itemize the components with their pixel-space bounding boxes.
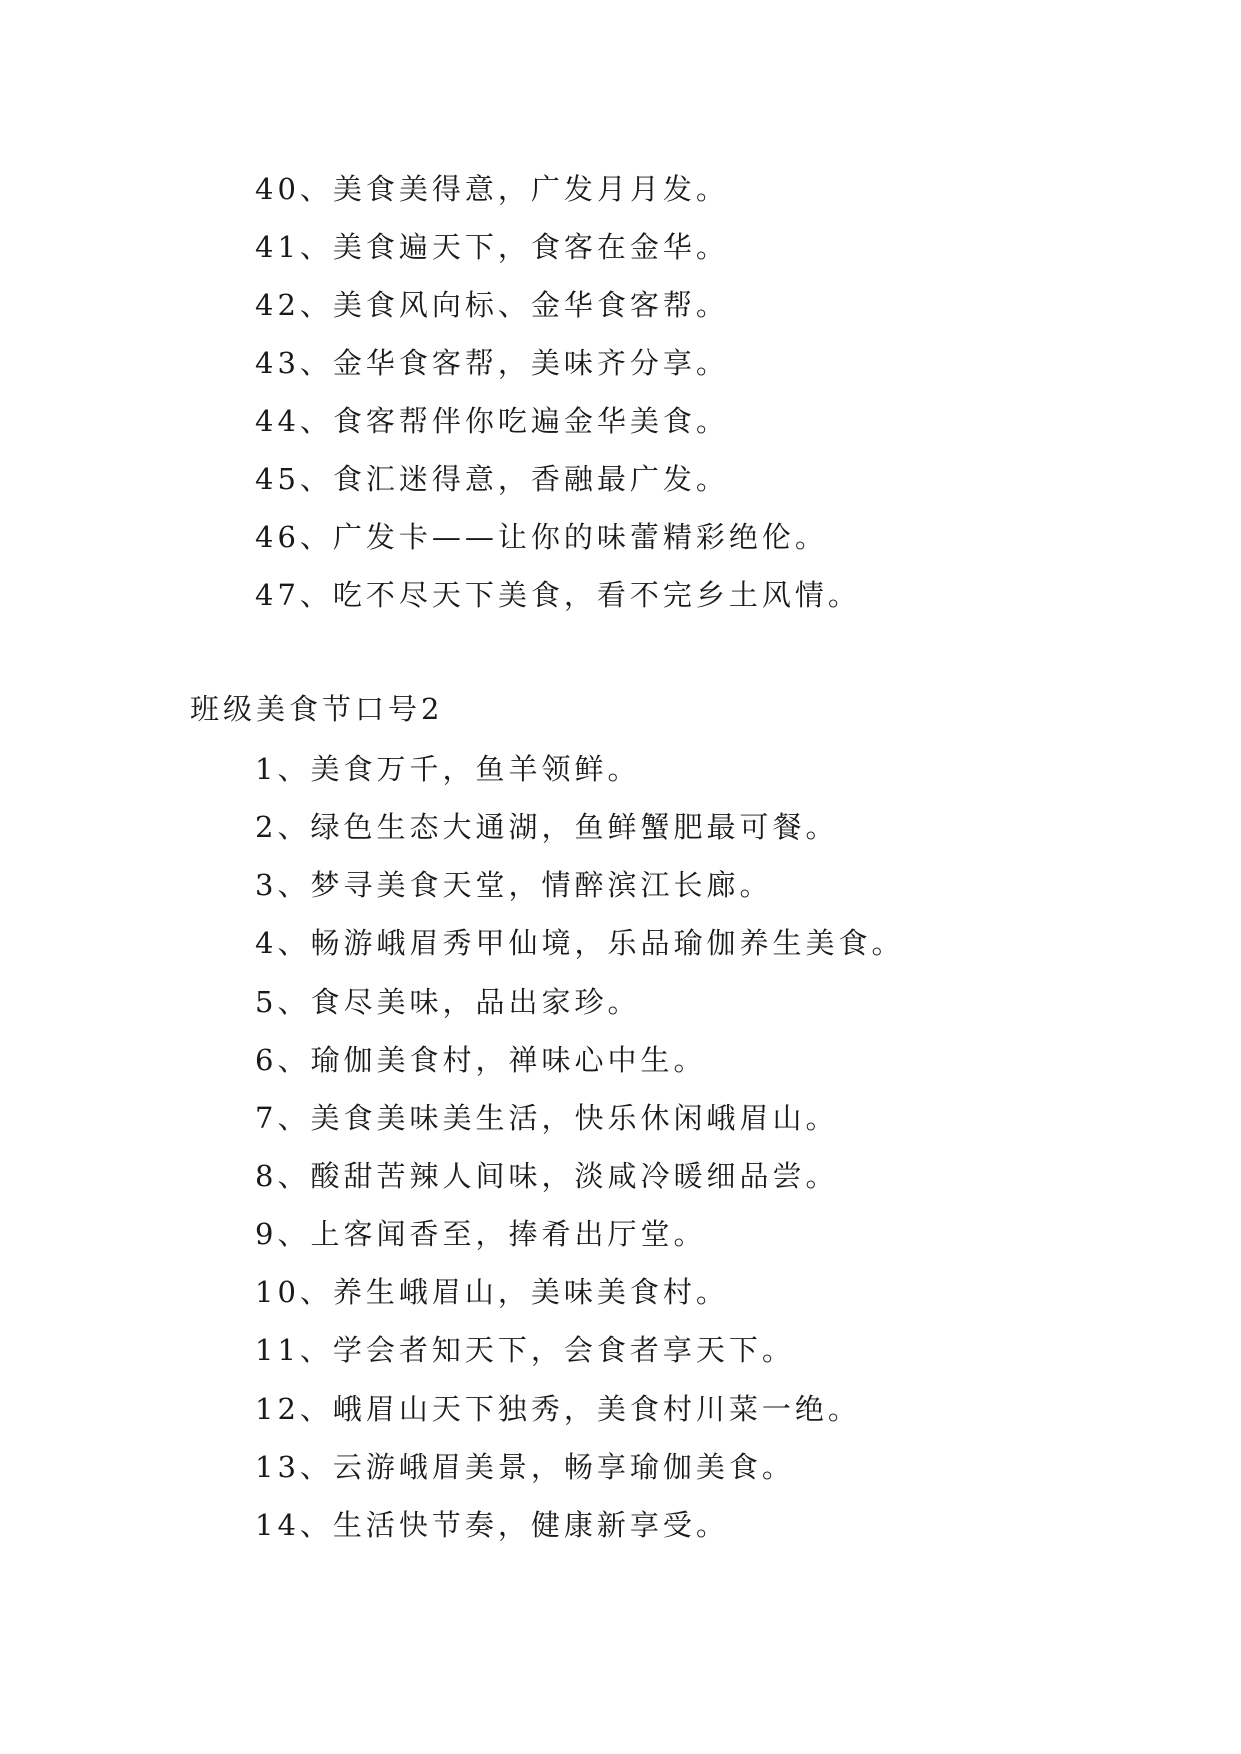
- list-item: 14、生活快节奏，健康新享受。: [255, 1507, 729, 1542]
- list-item: 45、食汇迷得意，香融最广发。: [255, 462, 729, 496]
- list-item: 10、养生峨眉山，美味美食村。: [255, 1275, 729, 1310]
- list-item: 5、食尽美味，品出家珍。: [255, 984, 641, 1019]
- list-item: 6、瑜伽美食村，禅味心中生。: [255, 1042, 707, 1077]
- list-item: 8、酸甜苦辣人间味，淡咸冷暖细品尝。: [255, 1158, 839, 1193]
- slogan-list-2: [0, 740, 1241, 1554]
- list-item: 2、绿色生态大通湖，鱼鲜蟹肥最可餐。: [255, 810, 839, 845]
- slogan-list-1: [0, 160, 1241, 624]
- list-item: 9、上客闻香至，捧肴出厅堂。: [255, 1217, 707, 1252]
- list-item: 43、金华食客帮，美味齐分享。: [255, 346, 729, 380]
- list-item: 46、广发卡——让你的味蕾精彩绝伦。: [255, 520, 828, 554]
- list-item: 3、梦寻美食天堂，情醉滨江长廊。: [255, 868, 773, 903]
- list-item: 40、美食美得意，广发月月发。: [255, 172, 729, 206]
- section-heading: 班级美食节口号2: [190, 692, 444, 726]
- list-item: 7、美食美味美生活，快乐休闲峨眉山。: [255, 1100, 839, 1135]
- list-item: 4、畅游峨眉秀甲仙境，乐品瑜伽养生美食。: [255, 926, 905, 961]
- list-item: 44、食客帮伴你吃遍金华美食。: [255, 404, 729, 438]
- list-item: 41、美食遍天下，食客在金华。: [255, 230, 729, 264]
- list-item: 47、吃不尽天下美食，看不完乡土风情。: [255, 578, 861, 612]
- list-item: 12、峨眉山天下独秀，美食村川菜一绝。: [255, 1391, 861, 1426]
- list-item: 42、美食风向标、金华食客帮。: [255, 288, 729, 322]
- list-item: 11、学会者知天下，会食者享天下。: [255, 1333, 795, 1368]
- list-item: 13、云游峨眉美景，畅享瑜伽美食。: [255, 1449, 795, 1484]
- list-item: 1、美食万千，鱼羊领鲜。: [255, 752, 641, 786]
